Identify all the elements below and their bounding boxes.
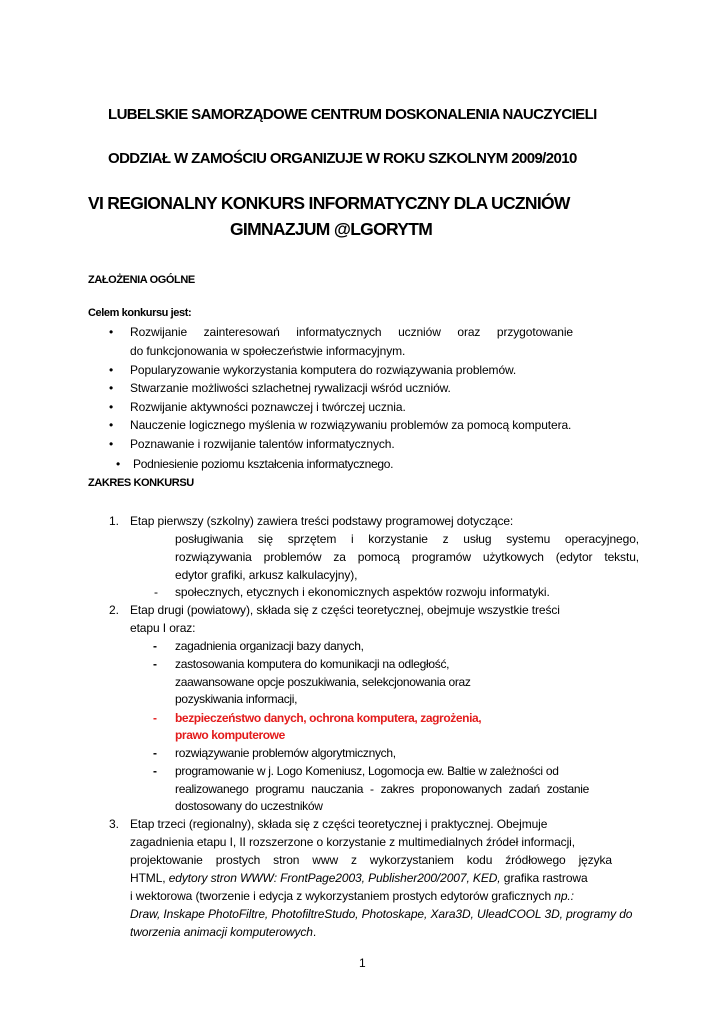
stage-item-highlighted-continuation: prawo komputerowe bbox=[175, 728, 285, 742]
stage-item: zastosowania komputera do komunikacji na odległość, bbox=[175, 657, 450, 671]
vector-graphics-text: i wektorowa (tworzenie i edycja z wykorzystaniem prostych edytorów graficznych bbox=[130, 889, 555, 903]
example-label: np.: bbox=[554, 889, 574, 903]
contest-title-line1: VI REGIONALNY KONKURS INFORMATYCZNY DLA UCZNIÓW bbox=[88, 193, 570, 213]
bullet-icon: • bbox=[109, 325, 114, 339]
raster-graphics-text: grafika rastrowa bbox=[500, 871, 588, 885]
institution-name: LUBELSKIE SAMORZĄDOWE CENTRUM DOSKONALENIA NAUCZYCIELI bbox=[108, 106, 597, 123]
stage-item-continuation: zaawansowane opcje poszukiwania, selekcjonowania oraz bbox=[175, 675, 471, 689]
stage-description bbox=[130, 925, 316, 939]
list-item: Stwarzanie możliwości szlachetnej rywalizacji wśród uczniów. bbox=[130, 381, 451, 395]
graphics-software-list: Draw, Inskape PhotoFiltre, PhotofiltreStudo, Photoskape, Xara3D, UleadCOOL 3D, programy do bbox=[130, 907, 633, 921]
html-label: HTML, bbox=[130, 871, 169, 885]
bullet-icon: • bbox=[109, 437, 114, 451]
organizer-line: ODDZIAŁ W ZAMOŚCIU ORGANIZUJE W ROKU SZKOLNYM 2009/2010 bbox=[108, 150, 577, 167]
list-item: Poznawanie i rozwijanie talentów informatycznych. bbox=[130, 437, 395, 451]
list-item: Nauczenie logicznego myślenia w rozwiązywaniu problemów za pomocą komputera. bbox=[130, 418, 572, 432]
animation-software-text: tworzenia animacji komputerowych bbox=[130, 925, 313, 939]
stage-item: posługiwania się sprzętem i korzystanie z usług systemu operacyjnego, bbox=[175, 532, 639, 546]
stage-item: programowanie w j. Logo Komeniusz, Logomocja ew. Baltie w zależności od bbox=[175, 764, 559, 778]
list-item: Popularyzowanie wykorzystania komputera do rozwiązywania problemów. bbox=[130, 363, 517, 377]
section-heading-general: ZAŁOŻENIA OGÓLNE bbox=[88, 274, 195, 286]
dash-icon: - bbox=[153, 746, 157, 760]
bullet-icon: • bbox=[109, 363, 114, 377]
stage-number: 1. bbox=[109, 514, 119, 528]
dash-icon: - bbox=[153, 764, 157, 778]
dash-icon: - bbox=[153, 711, 157, 725]
sentence-end: . bbox=[312, 925, 317, 939]
stage-item: zagadnienia organizacji bazy danych, bbox=[175, 639, 364, 653]
dash-icon: - bbox=[153, 639, 157, 653]
dash-icon: - bbox=[154, 585, 158, 599]
goals-label: Celem konkursu jest: bbox=[88, 307, 192, 319]
stage-number: 2. bbox=[109, 603, 119, 617]
stage-intro: Etap pierwszy (szkolny) zawiera treści podstawy programowej dotyczące: bbox=[130, 514, 514, 528]
stage-description: zagadnienia etapu I, II rozszerzone o korzystanie z multimedialnych źródeł informacji, bbox=[130, 835, 575, 849]
stage-item-highlighted: bezpieczeństwo danych, ochrona komputera, zagrożenia, bbox=[175, 711, 482, 725]
bullet-icon: • bbox=[109, 381, 114, 395]
stage-item-continuation: dostosowany do uczestników bbox=[175, 799, 323, 813]
stage-item: rozwiązywanie problemów algorytmicznych, bbox=[175, 746, 396, 760]
stage-number: 3. bbox=[109, 817, 119, 831]
list-item: Rozwijanie aktywności poznawczej i twórczej ucznia. bbox=[130, 400, 406, 414]
stage-intro-continuation: etapu I oraz: bbox=[130, 621, 196, 635]
list-item-continuation: do funkcjonowania w społeczeństwie informacyjnym. bbox=[130, 344, 406, 358]
dash-icon: - bbox=[153, 657, 157, 671]
stage-item-continuation: pozyskiwania informacji, bbox=[175, 692, 298, 706]
contest-title-line2: GIMNAZJUM @LGORYTM bbox=[230, 219, 433, 239]
stage-item: społecznych, etycznych i ekonomicznych aspektów rozwoju informatyki. bbox=[175, 585, 550, 599]
page-number: 1 bbox=[359, 956, 366, 970]
stage-item-continuation: realizowanego programu nauczania - zakres proponowanych zadań zostanie bbox=[175, 782, 589, 796]
stage-description bbox=[130, 871, 588, 885]
list-item: Rozwijanie zainteresowań informatycznych uczniów oraz przygotowanie bbox=[130, 325, 573, 339]
bullet-icon: • bbox=[109, 400, 114, 414]
bullet-icon: • bbox=[109, 418, 114, 432]
stage-description: projektowanie prostych stron www z wykorzystaniem kodu źródłowego języka bbox=[130, 853, 612, 867]
stage-intro: Etap drugi (powiatowy), składa się z części teoretycznej, obejmuje wszystkie treści bbox=[130, 603, 560, 617]
stage-item-continuation: edytor grafiki, arkusz kalkulacyjny), bbox=[175, 568, 358, 582]
list-item: Podniesienie poziomu kształcenia informatycznego. bbox=[133, 457, 394, 471]
stage-description: Etap trzeci (regionalny), składa się z części teoretycznej i praktycznej. Obejmuje bbox=[130, 817, 548, 831]
bullet-icon: • bbox=[116, 457, 121, 471]
stage-description bbox=[130, 889, 574, 903]
web-editors-list: edytory stron WWW: FrontPage2003, Publisher200/2007, KED, bbox=[168, 871, 501, 885]
section-heading-scope: ZAKRES KONKURSU bbox=[88, 477, 194, 489]
stage-item: rozwiązywania problemów za pomocą programów użytkowych (edytor tekstu, bbox=[175, 550, 639, 564]
